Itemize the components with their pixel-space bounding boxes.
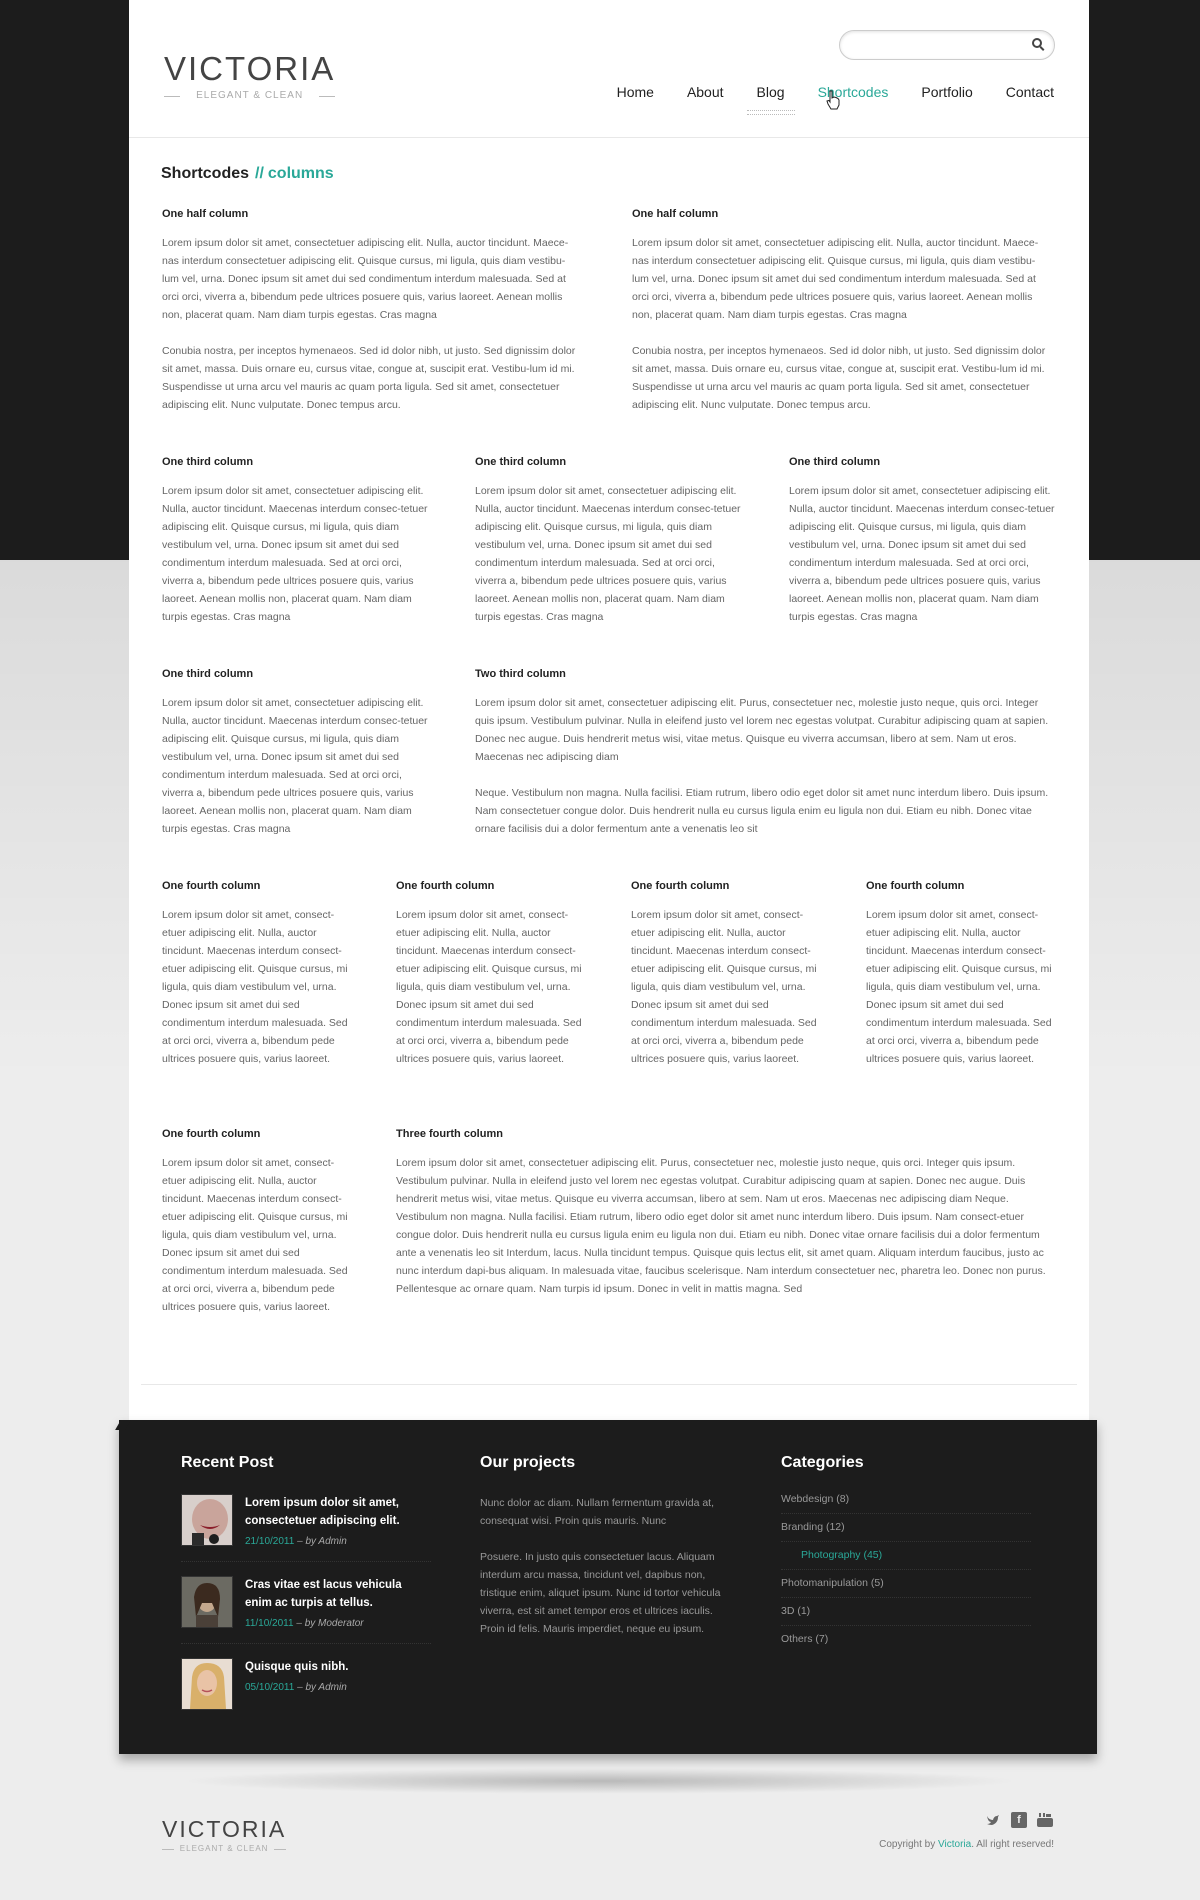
copyright [840, 1839, 1054, 1850]
post-thumbnail-image[interactable] [181, 1658, 233, 1710]
third-column-3 [789, 456, 1059, 644]
column-text: Lorem ipsum dolor sit amet, consect-etuer adipiscing elit. Nulla, auctor tincidunt. Maecenas interdum consect-etuer adipiscing elit. Quisque cursus, mi ligula, quis diam vestibulum vel, urna. Donec ipsum sit amet dui sed condimentum interdum malesuada. Sed at orci orci, viverra a, bibendum pede ultrices posuere quis, varius laoreet. [396, 909, 582, 1065]
category-item-photography[interactable]: Photography (45) [781, 1542, 1031, 1570]
page-shadow-right [1070, 560, 1200, 1080]
half-column-1 [162, 208, 582, 432]
post-meta [245, 1618, 431, 1629]
category-item-photomanipulation[interactable]: Photomanipulation (5) [781, 1570, 1031, 1598]
nav-item-portfolio[interactable]: Portfolio [921, 84, 973, 100]
page-title-subtitle: columns [267, 165, 334, 182]
fourth-column-3 [631, 880, 821, 1086]
column-text: Lorem ipsum dolor sit amet, consect-etuer adipiscing elit. Nulla, auctor tincidunt. Maecenas interdum consect-etuer adipiscing elit. Quisque cursus, mi ligula, quis diam vestibulum vel, urna. Donec ipsum sit amet dui sed condimentum interdum malesuada. Sed at orci orci, viverra a, bibendum pede ultrices posuere quis, varius laoreet. [866, 909, 1052, 1065]
post-date: 21/10/2011 [245, 1536, 295, 1547]
main-nav [584, 84, 1054, 100]
widget-title: Our projects [480, 1454, 576, 1471]
column-text: Lorem ipsum dolor sit amet, consectetuer adipiscing elit. Purus, consectetuer nec, molestie justo neque, quis orci. Integer quis ipsum. Vestibulum pulvinar. Nulla in eleifend justo vel lorem nec egestas volutpat. Curabitur adipiscing quam at sapien. Donec nec augue. Duis hendrerit metus wisi, vitae metus. Quisque eu viverra accumsan, libero at sem. Nam ut eros. Maecenas nec adipiscing diam [475, 697, 1049, 763]
column-text: Neque. Vestibulum non magna. Nulla facilisi. Etiam rutrum, libero odio eget dolor sit amet nunc interdum libero. Duis ipsum. Nam consectetuer congue dolor. Duis hendrerit nulla eu cursus ligula enim eu ligula non dui. Etiam eu nibh. Donec vitae ornare facilisis dui a dolor fermentum ante a venenatis leo sit [475, 787, 1049, 835]
column-heading: One half column [632, 208, 719, 220]
post-date: 11/10/2011 [245, 1618, 294, 1629]
recent-post[interactable] [181, 1658, 431, 1714]
column-text: Lorem ipsum dolor sit amet, consectetuer adipiscing elit. Nulla, auctor tincidunt. Maece-nas interdum consectetuer adipiscing elit. Quisque cursus, mi ligula, quis diam vestibu-lum vel, urna. Donec ipsum sit amet dui sed condimentum interdum malesuada. Sed at orci orci, viverra a, bibendum pede ultrices posuere quis, varius laoreet. Aenean mollis non, placerat quam. Nam diam turpis egestas. Cras magna [162, 237, 569, 321]
search-icon[interactable] [1032, 38, 1042, 48]
widget-title: Categories [781, 1454, 864, 1471]
footer-shadow [180, 1768, 1020, 1794]
fourth-column-4 [866, 880, 1056, 1086]
copyright-prefix: Copyright by [879, 1839, 936, 1850]
column-text: Lorem ipsum dolor sit amet, consect-etuer adipiscing elit. Nulla, auctor tincidunt. Maecenas interdum consect-etuer adipiscing elit. Quisque cursus, mi ligula, quis diam vestibulum vel, urna. Donec ipsum sit amet dui sed condimentum interdum malesuada. Sed at orci orci, viverra a, bibendum pede ultrices posuere quis, varius laoreet. [631, 909, 817, 1065]
column-text: Lorem ipsum dolor sit amet, consectetuer adipiscing elit. Nulla, auctor tincidunt. Maecenas interdum consec-tetuer adipiscing elit. Quisque cursus, mi ligula, quis diam vestibulum vel, urna. Donec ipsum sit amet dui sed condimentum interdum malesuada. Sed at orci orci, viverra a, bibendum pede ultrices posuere quis, varius laoreet. Aenean mollis non, placerat quam. Nam diam turpis egestas. Cras magna [162, 697, 428, 835]
column-heading: Three fourth column [396, 1128, 503, 1140]
search-input[interactable] [852, 31, 1026, 59]
projects-widget [480, 1454, 730, 1656]
widget-title: Recent Post [181, 1454, 274, 1471]
post-thumbnail-image[interactable] [181, 1494, 233, 1546]
post-author: by Admin [305, 1682, 347, 1693]
header-divider [129, 137, 1089, 138]
category-item-webdesign[interactable]: Webdesign (8) [781, 1486, 1031, 1514]
column-heading: One fourth column [162, 880, 261, 892]
column-heading: One third column [475, 456, 567, 468]
column-heading: Two third column [475, 668, 566, 680]
third-column-1 [162, 456, 432, 644]
column-heading: One third column [789, 456, 881, 468]
column-text: Conubia nostra, per inceptos hymenaeos. Sed id dolor nibh, ut justo. Sed dignissim dolor sit amet, massa. Duis ornare eu, cursus vitae, congue at, suscipit erat. Vestibu-lum id mi. Suspendisse ut urna arcu vel mauris ac quam porta ligula. Sed sit amet, consectetuer adipiscing elit. Nunc vulputate. Donec tempus arcu. [632, 345, 1046, 411]
fourth-column-2 [396, 880, 586, 1086]
column-text: Lorem ipsum dolor sit amet, consectetuer adipiscing elit. Nulla, auctor tincidunt. Maecenas interdum consec-tetuer adipiscing elit. Quisque cursus, mi ligula, quis diam vestibulum vel, urna. Donec ipsum sit amet dui sed condimentum interdum malesuada. Sed at orci orci, viverra a, bibendum pede ultrices posuere quis, varius laoreet. Aenean mollis non, placerat quam. Nam diam turpis egestas. Cras magna [475, 485, 741, 623]
projects-text: Nunc dolor ac diam. Nullam fermentum gravida at, consequat wisi. Proin quis mauris. Nunc [480, 1497, 715, 1527]
page-shadow-left [0, 560, 130, 1080]
post-title[interactable]: Lorem ipsum dolor sit amet, consectetuer adipiscing elit. [245, 1497, 400, 1527]
copyright-suffix: . All right reserved! [971, 1839, 1054, 1850]
post-meta-dash: – [297, 1682, 303, 1693]
third-column-4 [162, 668, 432, 856]
footer-logo-name: VICTORIA [162, 1816, 287, 1842]
search-box [839, 30, 1055, 60]
recent-post[interactable] [181, 1576, 431, 1644]
twitter-icon[interactable] [985, 1812, 1001, 1828]
post-meta [245, 1536, 431, 1547]
three-fourth-column [396, 1128, 1059, 1316]
page-title-separator: // [255, 165, 264, 182]
column-heading: One third column [162, 456, 254, 468]
column-text: Lorem ipsum dolor sit amet, consectetuer adipiscing elit. Nulla, auctor tincidunt. Maecenas interdum consec-tetuer adipiscing elit. Quisque cursus, mi ligula, quis diam vestibulum vel, urna. Donec ipsum sit amet dui sed condimentum interdum malesuada. Sed at orci orci, viverra a, bibendum pede ultrices posuere quis, varius laoreet. Aenean mollis non, placerat quam. Nam diam turpis egestas. Cras magna [789, 485, 1055, 623]
column-heading: One fourth column [396, 880, 495, 892]
logo-tagline: ELEGANT & CLEAN [164, 90, 335, 101]
category-item-3d[interactable]: 3D (1) [781, 1598, 1031, 1626]
projects-text: Posuere. In justo quis consectetuer lacus. Aliquam interdum arcu massa, tincidunt vel, dapibus non, tristique enim, aliquet ipsum. Nunc id tortor vehicula viverra, est sit amet tempor eros et ultrices iaculis. Proin id felis. Mauris imperdiet, neque eu ipsum. [480, 1551, 721, 1635]
page-title-main: Shortcodes [161, 165, 250, 182]
half-column-2 [632, 208, 1052, 432]
nav-item-home[interactable]: Home [616, 84, 654, 100]
column-heading: One fourth column [631, 880, 730, 892]
column-text: Lorem ipsum dolor sit amet, consectetuer adipiscing elit. Purus, consectetuer nec, molestie justo neque, quis orci. Integer quis ipsum. Vestibulum pulvinar. Nulla in eleifend justo vel lorem nec egestas volutpat. Curabitur adipiscing quam at sapien. Donec nec augue. Duis hendrerit metus wisi, vitae metus. Quisque eu viverra accumsan, libero at sem. Nam ut eros. Maecenas nec adipiscing diam Neque. Vestibulum non magna. Nulla facilisi. Etiam rutrum, libero odio eget dolor sit amet nunc interdum libero. Duis ipsum. Nam consect-etuer congue dolor. Duis hendrerit nulla eu cursus ligula enim eu ligula non dui. Etiam eu nibh. Donec vitae ornare facilisis dui a dolor fermentum ante a venenatis leo sit Interdum, lacus. Nulla tincidunt tempus. Quisque quis lectus elit, sit amet quam. Aliquam interdum faucibus, justo ac nunc interdum dapi-bus aliquam. In malesuada vitae, faucibus scelerisque. Nam interdum consectetuer nec, pharetra leo. Donec non purus. Pellentesque ac ornare quam. Nam turpis id ipsum. Donec in velit in mattis magna. Sed [396, 1157, 1046, 1295]
content-divider [141, 1384, 1077, 1385]
logo-name: VICTORIA [164, 50, 336, 87]
recent-posts-widget [181, 1454, 431, 1733]
post-title[interactable]: Quisque quis nibh. [245, 1661, 349, 1673]
nav-item-contact[interactable]: Contact [1005, 84, 1054, 100]
social-links [985, 1812, 1053, 1828]
post-thumbnail-image[interactable] [181, 1576, 233, 1628]
column-heading: One fourth column [866, 880, 965, 892]
post-meta-dash: – [297, 1536, 303, 1547]
third-column-2 [475, 456, 745, 644]
copyright-link[interactable]: Victoria [938, 1839, 972, 1850]
page-container [129, 0, 1089, 1425]
recent-post[interactable] [181, 1494, 431, 1562]
two-third-column [475, 668, 1059, 856]
post-date: 05/10/2011 [245, 1682, 295, 1693]
category-item-branding[interactable]: Branding (12) [781, 1514, 1031, 1542]
column-text: Lorem ipsum dolor sit amet, consect-etuer adipiscing elit. Nulla, auctor tincidunt. Maecenas interdum consect-etuer adipiscing elit. Quisque cursus, mi ligula, quis diam vestibulum vel, urna. Donec ipsum sit amet dui sed condimentum interdum malesuada. Sed at orci orci, viverra a, bibendum pede ultrices posuere quis, varius laoreet. [162, 909, 348, 1065]
post-title[interactable]: Cras vitae est lacus vehicula enim ac turpis at tellus. [245, 1579, 402, 1609]
post-author: by Moderator [304, 1618, 364, 1629]
youtube-icon[interactable] [1037, 1812, 1053, 1828]
category-item-others[interactable]: Others (7) [781, 1633, 829, 1645]
post-meta-dash: – [296, 1618, 302, 1629]
column-heading: One half column [162, 208, 249, 220]
site-logo[interactable] [164, 52, 335, 101]
column-text: Lorem ipsum dolor sit amet, consectetuer adipiscing elit. Nulla, auctor tincidunt. Maecenas interdum consec-tetuer adipiscing elit. Quisque cursus, mi ligula, quis diam vestibulum vel, urna. Donec ipsum sit amet dui sed condimentum interdum malesuada. Sed at orci orci, viverra a, bibendum pede ultrices posuere quis, varius laoreet. Aenean mollis non, placerat quam. Nam diam turpis egestas. Cras magna [162, 485, 428, 623]
fourth-column-5 [162, 1128, 352, 1334]
column-text: Lorem ipsum dolor sit amet, consectetuer adipiscing elit. Nulla, auctor tincidunt. Maece-nas interdum consectetuer adipiscing elit. Quisque cursus, mi ligula, quis diam vestibu-lum vel, urna. Donec ipsum sit amet dui sed condimentum interdum malesuada. Sed at orci orci, viverra a, bibendum pede ultrices posuere quis, varius laoreet. Aenean mollis non, placerat quam. Nam diam turpis egestas. Cras magna [632, 237, 1039, 321]
column-heading: One third column [162, 668, 254, 680]
categories-widget [781, 1454, 1031, 1653]
nav-item-about[interactable]: About [686, 84, 724, 100]
post-meta [245, 1682, 349, 1693]
column-text: Conubia nostra, per inceptos hymenaeos. Sed id dolor nibh, ut justo. Sed dignissim dolor sit amet, massa. Duis ornare eu, cursus vitae, congue at, suscipit erat. Vestibu-lum id mi. Suspendisse ut urna arcu vel mauris ac quam porta ligula. Sed sit amet, consectetuer adipiscing elit. Nunc vulputate. Donec tempus arcu. [162, 345, 576, 411]
nav-item-shortcodes[interactable]: Shortcodes [817, 84, 889, 100]
footer-widgets [119, 1420, 1097, 1754]
post-author: by Admin [305, 1536, 347, 1547]
footer-logo-tagline: ELEGANT & CLEAN [162, 1844, 286, 1853]
column-heading: One fourth column [162, 1128, 261, 1140]
nav-item-blog[interactable]: Blog [756, 84, 785, 100]
hand-cursor-icon [826, 90, 840, 110]
fourth-column-1 [162, 880, 352, 1086]
footer-logo[interactable] [162, 1818, 286, 1853]
page-title [161, 165, 334, 183]
column-text: Lorem ipsum dolor sit amet, consect-etuer adipiscing elit. Nulla, auctor tincidunt. Maecenas interdum consect-etuer adipiscing elit. Quisque cursus, mi ligula, quis diam vestibulum vel, urna. Donec ipsum sit amet dui sed condimentum interdum malesuada. Sed at orci orci, viverra a, bibendum pede ultrices posuere quis, varius laoreet. [162, 1157, 348, 1313]
facebook-icon[interactable]: f [1011, 1812, 1027, 1828]
